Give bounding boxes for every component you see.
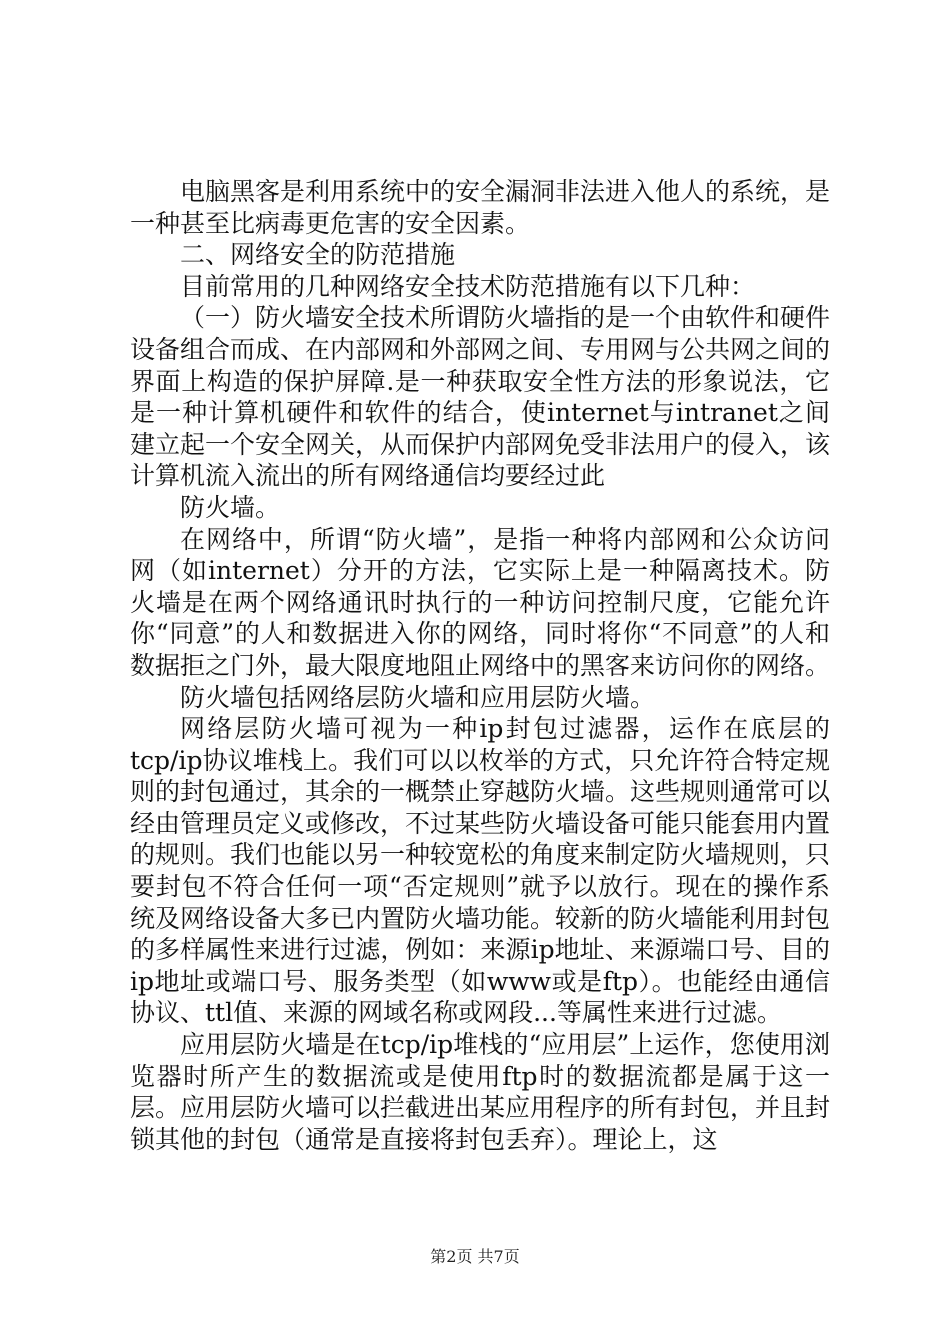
page-number-footer: 第2页 共7页	[430, 1247, 520, 1266]
paragraph-network-layer-firewall: 网络层防火墙可视为一种ip封包过滤器，运作在底层的tcp/ip协议堆栈上。我们可以以枚举的方式，只允许符合特定规则的封包通过，其余的一概禁止穿越防火墙。这些规则通常可以经由管理员定义或修改，不过某些防火墙设备可能只能套用内置的规则。我们也能以另一种较宽松的角度来制定防火墙规则，只要封包不符合任何一项“否定规则”就予以放行。现在的操作系统及网络设备大多已内置防火墙功能。较新的防火墙能利用封包的多样属性来进行过滤，例如：来源ip地址、来源端口号、目的ip地址或端口号、服务类型（如www或是ftp）。也能经由通信协议、ttl值、来源的网域名称或网段...等属性来进行过滤。	[130, 714, 831, 1028]
paragraph-firewall-isolation: 在网络中，所谓“防火墙”，是指一种将内部网和公众访问网（如internet）分开的方法，它实际上是一种隔离技术。防火墙是在两个网络通讯时执行的一种访问控制尺度，它能允许你“同意”的人和数据进入你的网络，同时将你“不同意”的人和数据拒之门外，最大限度地阻止网络中的黑客来访问你的网络。	[130, 524, 831, 680]
paragraph-firewall-fragment: 防火墙。	[180, 492, 281, 522]
paragraph-application-layer-firewall: 应用层防火墙是在tcp/ip堆栈的“应用层”上运作，您使用浏览器时所产生的数据流或是使用ftp时的数据流都是属于这一层。应用层防火墙可以拦截进出某应用程序的所有封包，并且封锁其他的封包（通常是直接将封包丢弃）。理论上，这	[130, 1030, 831, 1154]
paragraph-measures-intro: 目前常用的几种网络安全技术防范措施有以下几种：	[180, 271, 756, 301]
section-heading-security-measures: 二、网络安全的防范措施	[180, 240, 456, 270]
paragraph-firewall-definition: （一）防火墙安全技术所谓防火墙指的是一个由软件和硬件设备组合而成、在内部网和外部网之间、专用网与公共网之间的界面上构造的保护屏障.是一种获取安全性方法的形象说法，它是一种计算机硬件和软件的结合，使internet与intranet之间建立起一个安全网关，从而保护内部网免受非法用户的侵入，该计算机流入流出的所有网络通信均要经过此	[130, 303, 831, 491]
paragraph-firewall-types: 防火墙包括网络层防火墙和应用层防火墙。	[180, 682, 656, 712]
document-body	[130, 176, 830, 1155]
paragraph-hacker-definition: 电脑黑客是利用系统中的安全漏洞非法进入他人的系统，是一种甚至比病毒更危害的安全因素。	[130, 177, 831, 238]
